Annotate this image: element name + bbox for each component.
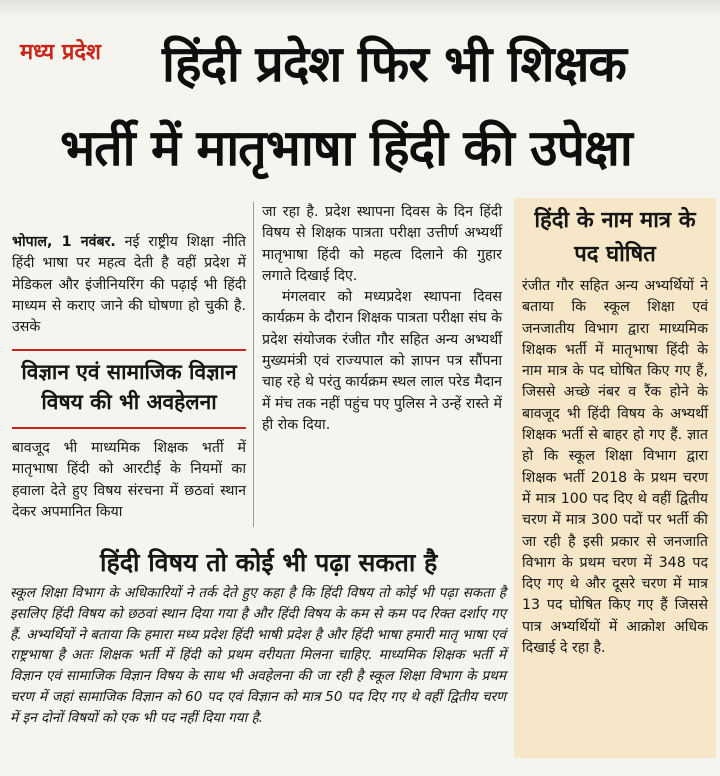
subhead-science: विज्ञान एवं सामाजिक विज्ञान विषय की भी अवहेलना [21,360,237,414]
continued-text: बावजूद भी माध्यमिक शिक्षक भर्ती में मातृभाषा हिंदी को आरटीई के नियमों का हवाला देते हुए विषय संरचना में छठवां स्थान देकर अपमानित किया [12,440,246,520]
headline-line-1: हिंदी प्रदेश फिर भी शिक्षक [162,35,626,93]
dateline: भोपाल, 1 नवंबर. [12,234,116,250]
column-2 [262,202,502,436]
subhead-bottom-rule [12,427,246,429]
column-2-para-2: मंगलवार को मध्यप्रदेश स्थापना दिवस कार्यक्रम के दौरान शिक्षक पात्रता परीक्षा संघ के प्रदेश संयोजक रंजीत गौर सहित अन्य अभ्यर्थी मुख्यमंत्री एवं राज्यपाल को ज्ञापन पत्र सौंपना चाह रहे थे परंतु कार्यक्रम स्थल लाल परेड मैदान में मंच तक नहीं पहुंच पए पुलिस ने उन्हें रास्ते में ही रोक दिया. [262,289,502,433]
column-1-intro [12,232,246,338]
column-divider [253,202,254,527]
page-top-edge [0,0,720,18]
wide-heading: हिंदी विषय तो कोई भी पढ़ा सकता है [100,548,438,577]
column-1-continued [12,438,246,523]
sidebar-box [514,198,716,758]
sidebar-title: हिंदी के नाम मात्र के पद घोषित [534,208,696,267]
section-kicker: मध्य प्रदेश [20,40,102,65]
wide-text: स्कूल शिक्षा विभाग के अधिकारियों ने तर्क देते हुए कहा है कि हिंदी विषय तो कोई भी पढ़ा सकता है इसलिए हिंदी विषय को छठवां स्थान दिया गया है और हिंदी विषय के कम से कम पद रिक्त दर्शाए गए हैं. अभ्यर्थियों ने बताया कि हमारा मध्य प्रदेश हिंदी भाषी प्रदेश है और हिंदी भाषा हमारी मातृ भाषा एवं राष्ट्रभाषा है अतः शिक्षक भर्ती में हिंदी को प्रथम वरीयता मिलना चाहिए. माध्यमिक शिक्षक भर्ती में विज्ञान एवं सामाजिक विज्ञान विषय के साथ भी अवहेलना की जा रही है स्कूल शिक्षा विभाग के प्रथम चरण में जहां सामाजिक विज्ञान को 60 पद एवं विज्ञान को मात्र 50 पद दिए गए थे वहीं द्वितीय चरण में इन दोनों विषयों को एक भी पद नहीं दिया गया है. [10,585,506,726]
subhead-top-rule [12,349,246,351]
column-2-para-1: जा रहा है. प्रदेश स्थापना दिवस के दिन हिंदी विषय से शिक्षक पात्रता परीक्षा उत्तीर्ण अभ्यर्थी मातृभाषा हिंदी को महत्व दिलाने की गुहार लगाते दिखाई दिए. [262,204,502,284]
intro-text: नई राष्ट्रीय शिक्षा नीति हिंदी भाषा पर महत्व देती है वहीं प्रदेश में मेडिकल और इंजीनियरिंग की पढ़ाई भी हिंदी माध्यम से कराए जाने की घोषणा हो चुकी है. उसके [12,234,246,336]
headline-line-2: भर्ती में मातृभाषा हिंदी की उपेक्षा [60,119,632,177]
sidebar-text: रंजीत गौर सहित अन्य अभ्यर्थियों ने बताया कि स्कूल शिक्षा एवं जनजातीय विभाग द्वारा माध्यमिक शिक्षक भर्ती में मातृभाषा हिंदी के नाम मात्र के पद घोषित किए गए हैं, जिससे अच्छे नंबर व रैंक होने के बावजूद भी हिंदी विषय के अभ्यर्थी शिक्षक भर्ती से बाहर हो गए हैं. ज्ञात हो कि स्कूल शिक्षा विभाग द्वारा शिक्षक भर्ती 2018 के प्रथम चरण में मात्र 100 पद दिए थे वहीं द्वितीय चरण में मात्र 300 पदों पर भर्ती की जा रही है इसी प्रकार से जनजाति विभाग के प्रथम चरण में 348 पद दिए गए थे और दूसरे चरण में मात्र 13 पद घोषित किए गए हैं जिससे पात्र अभ्यर्थियों में आक्रोश अधिक दिखाई दे रहा है. [522,278,708,657]
